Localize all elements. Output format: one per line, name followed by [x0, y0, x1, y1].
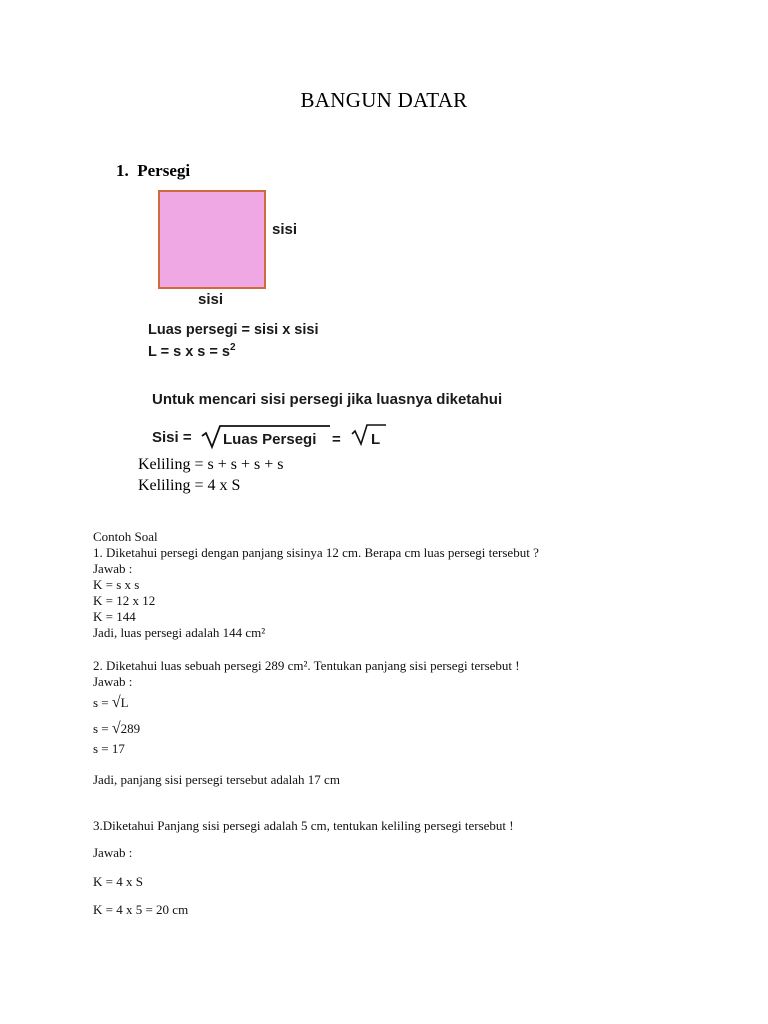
- side-formula-label: Sisi =: [152, 429, 192, 446]
- q3-line-2: K = 4 x 5 = 20 cm: [93, 902, 189, 917]
- q2-radicand-2: 289: [120, 721, 141, 736]
- side-label-bottom: sisi: [198, 291, 224, 308]
- page-title: BANGUN DATAR: [300, 88, 468, 112]
- sqrt-icon: √: [111, 694, 121, 711]
- section-heading: [116, 161, 190, 181]
- sqrt-symbol-small: [352, 425, 386, 444]
- side-formula-roots: [200, 420, 400, 454]
- section-name: Persegi: [137, 161, 191, 180]
- keliling-formula-1: Keliling = s + s + s + s: [138, 456, 284, 473]
- q2-line-2: [93, 720, 140, 738]
- sqrt-icon: √: [111, 720, 121, 737]
- q2-jawab: Jawab :: [93, 674, 133, 689]
- q3-question: 3.Diketahui Panjang sisi persegi adalah 5 cm, tentukan keliling persegi tersebut !: [93, 818, 514, 833]
- area-formula: Luas persegi = sisi x sisi: [148, 322, 319, 338]
- q3-jawab: Jawab :: [93, 845, 133, 860]
- side-radicand-short: L: [371, 431, 381, 448]
- q2-line-3: s = 17: [93, 741, 125, 756]
- side-formula-equals: =: [332, 431, 341, 448]
- area-exponent: 2: [229, 342, 236, 353]
- q1-line: K = s x s: [93, 577, 140, 592]
- side-label-right: sisi: [272, 221, 298, 238]
- keliling-formula-2: Keliling = 4 x S: [138, 477, 241, 494]
- q2-radicand-1: L: [120, 695, 129, 710]
- square-figure: [158, 190, 266, 289]
- q1-question: 1. Diketahui persegi dengan panjang sisinya 12 cm. Berapa cm luas persegi tersebut ?: [93, 545, 539, 560]
- section-number: 1.: [116, 161, 129, 180]
- area-formula-short: [148, 342, 236, 360]
- q2-conclusion: Jadi, panjang sisi persegi tersebut adalah 17 cm: [93, 772, 340, 787]
- q2-question: 2. Diketahui luas sebuah persegi 289 cm². Tentukan panjang sisi persegi tersebut !: [93, 658, 520, 673]
- examples-heading: Contoh Soal: [93, 529, 158, 544]
- q2-line-1: [93, 694, 129, 712]
- q1-line: K = 144: [93, 609, 136, 624]
- find-side-text: Untuk mencari sisi persegi jika luasnya diketahui: [152, 391, 503, 408]
- area-formula-short-text: L = s x s = s: [148, 343, 230, 360]
- q1-conclusion: Jadi, luas persegi adalah 144 cm²: [93, 625, 266, 640]
- q3-line-1: K = 4 x S: [93, 874, 143, 889]
- side-radicand-full: Luas Persegi: [223, 431, 317, 448]
- q2-s-prefix: s =: [93, 695, 112, 710]
- q1-line: K = 12 x 12: [93, 593, 156, 608]
- q1-jawab: Jawab :: [93, 561, 133, 576]
- q2-s-prefix: s =: [93, 721, 112, 736]
